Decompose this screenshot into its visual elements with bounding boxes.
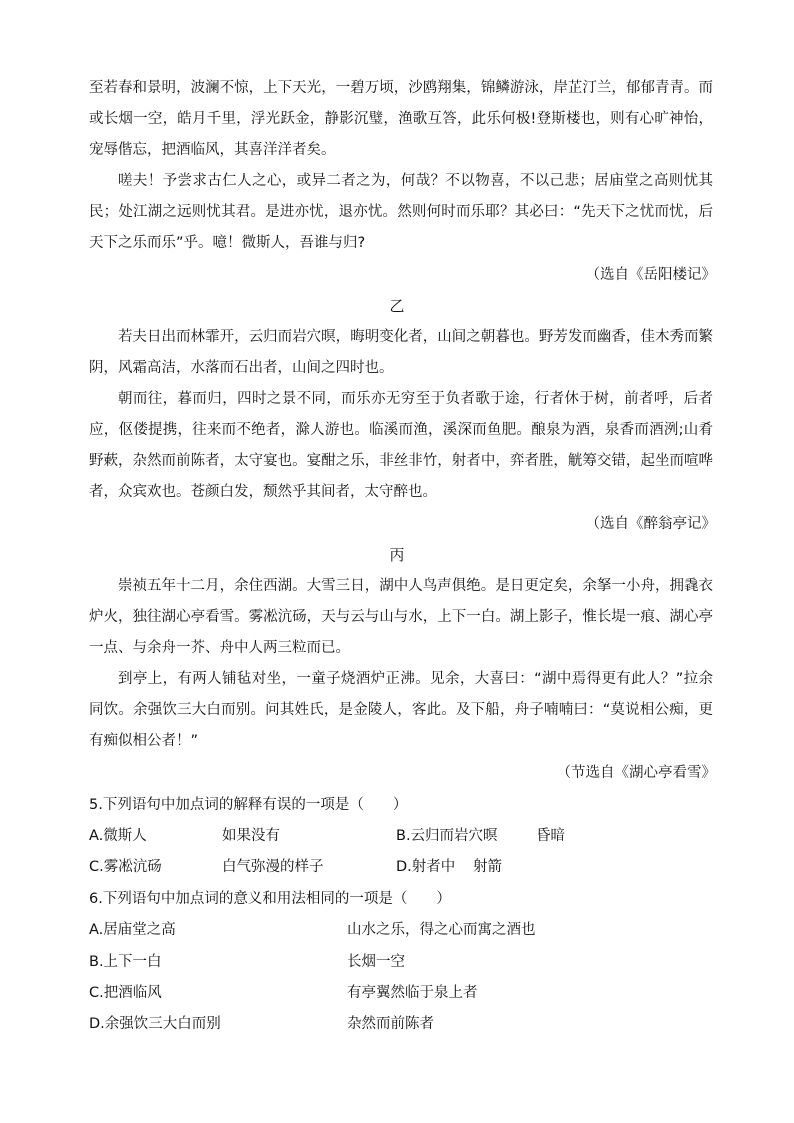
- question-5-option-b-explanation: 昏暗: [536, 828, 565, 844]
- question-6-option-a: A.居庙堂之高: [89, 922, 176, 938]
- passage-jia-paragraph-1: 至若春和景明，波澜不惊，上下天光，一碧万顷，沙鸥翔集，锦鳞游泳，岸芷汀兰，郁郁青青。而或长烟一空，皓月千里，浮光跃金，静影沉璧，渔歌互答，此乐何极!登斯楼也，则有心旷神怡，宠辱偕忘，把酒临风，其喜洋洋者矣。: [89, 80, 713, 158]
- question-6-option-d-compare: 杂然而前陈者: [347, 1016, 434, 1032]
- question-5-stem: 5.下列语句中加点词的解释有误的一项是（ ）: [89, 797, 408, 813]
- question-5-option-d-explanation: 射箭: [473, 859, 502, 875]
- question-6-option-c: C.把酒临风: [89, 985, 162, 1001]
- question-6-option-b-compare: 长烟一空: [347, 954, 405, 970]
- passage-yi-source: （选自《醉翁亭记》: [585, 516, 716, 532]
- passage-bing-paragraph-2: 到亭上，有两人铺毡对坐，一童子烧酒炉正沸。见余，大喜曰：“湖中焉得更有此人？”拉余同饮。余强饮三大白而别。问其姓氏，是金陵人，客此。及下船，舟子喃喃曰：“莫说相公痴，更有痴似相公者！”: [89, 671, 713, 749]
- question-6-option-c-compare: 有亭翼然临于泉上者: [347, 985, 478, 1001]
- question-6-option-a-compare: 山水之乐，得之心而寓之酒也: [347, 922, 536, 938]
- question-6-option-d: D.余强饮三大白而别: [89, 1016, 221, 1032]
- passage-bing-title: 丙: [389, 546, 405, 564]
- passage-bing-source: （节选自《湖心亭看雪》: [556, 765, 716, 781]
- passage-bing-paragraph-1: 崇祯五年十二月，余住西湖。大雪三日，湖中人鸟声俱绝。是日更定矣，余拏一小舟，拥毳衣炉火，独往湖心亭看雪。雾凇沆砀，天与云与山与水，上下一白。湖上影子，惟长堤一痕、湖心亭一点、与余舟一芥、舟中人两三粒而已。: [89, 578, 713, 656]
- passage-jia-source: （选自《岳阳楼记》: [585, 267, 716, 283]
- passage-yi-paragraph-1: 若夫日出而林霏开，云归而岩穴暝，晦明变化者，山间之朝暮也。野芳发而幽香，佳木秀而繁阴，风霜高洁，水落而石出者，山间之四时也。: [89, 329, 713, 376]
- question-5-option-b: B.云归而岩穴暝: [396, 828, 498, 844]
- question-5-option-c-explanation: 白气弥漫的样子: [222, 859, 324, 875]
- question-5-option-a: A.微斯人: [89, 828, 147, 844]
- passage-yi-paragraph-2: 朝而往，暮而归，四时之景不同，而乐亦无穷至于负者歌于途，行者休于树，前者呼，后者应，伛偻提携，往来而不绝者，滁人游也。临溪而渔，溪深而鱼肥。酿泉为酒，泉香而酒洌;山肴野蔌，杂然而前陈者，太守宴也。宴酣之乐，非丝非竹，射者中，弈者胜，觥筹交错，起坐而喧哗者，众宾欢也。苍颜白发，颓然乎其间者，太守醉也。: [89, 391, 713, 500]
- question-6-stem: 6.下列语句中加点词的意义和用法相同的一项是（ ）: [89, 891, 451, 907]
- question-6-option-b: B.上下一白: [89, 954, 162, 970]
- question-5-option-a-explanation: 如果没有: [222, 828, 280, 844]
- passage-yi-title: 乙: [389, 297, 405, 315]
- passage-jia-paragraph-2: 嗟夫！予尝求古仁人之心，或异二者之为，何哉？不以物喜，不以己悲；居庙堂之高则忧其民；处江湖之远则忧其君。是进亦忧，退亦忧。然则何时而乐耶？其必曰：“先天下之忧而忧，后天下之乐而乐”乎。噫！微斯人，吾谁与归?: [89, 173, 713, 251]
- question-5-option-c: C.雾凇沆砀: [89, 859, 162, 875]
- question-5-option-d: D.射者中: [396, 859, 456, 875]
